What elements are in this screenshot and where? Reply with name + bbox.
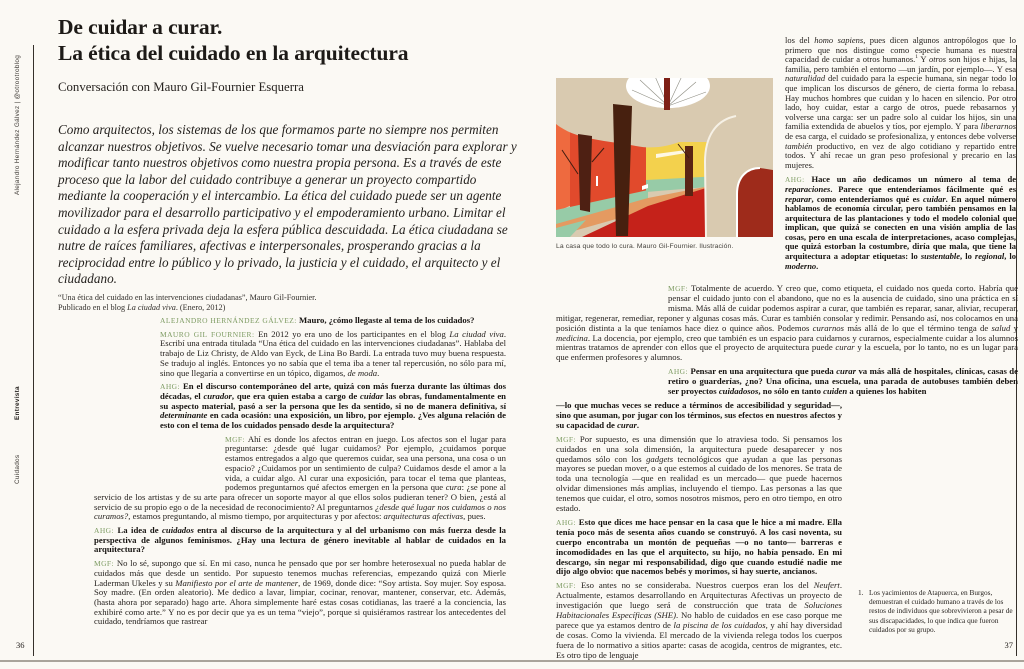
indent-spacer (556, 284, 668, 304)
answer-text: Ahí es donde los afectos entran en juego. Los afectos son el lugar para preguntarse: ¿desde qué lugar cuidamos? Por ejemplo, ¿cuidamos porque estamos entregados a algo que queremos cuidar, sea una persona, una cosa o un espacio? ¿Cuidamos por un sentimiento de culpa? Cuidamos desde el amor a la vida, a cuidar algo. Al curar una exposición, para tocar el tema que planteas, podemos preguntarnos qué afectos emergen en la persona que cura: ¿se pone al servicio de los artistas y de su arte para ofrecer un soporte mayor al que ellos solos pudieran tener? O bien, ¿está al servicio de su propio ego o de la necesidad de reconocimiento? Al preguntarnos ¿desde qué lugar nos cuidamos o nos curamos?, estamos preguntando, al mismo tiempo, por arquitecturas y por afectos: arquitecturas afectivas, pues. (94, 433, 506, 522)
speaker-label: ALEJANDRO HERNÁNDEZ GÁLVEZ: (160, 316, 297, 325)
answer-paragraph (556, 435, 842, 514)
speaker-label: AHG: (668, 367, 689, 377)
article-title (58, 14, 528, 66)
intro-paragraph: Como arquitectos, los sistemas de los que formamos parte no siempre nos permiten alcanzar nuestros objetivos. Se vuelve necesario tomar una desviación para explorar y modificar tanto nuestros objetivos como nuestra propia persona. Es a través de este proceso que la labor del cuidado contribuye a generar un proyecto compartido mediante la cooperación y el intercambio. La ética del cuidado puede ser un agente movilizador para el desarrollo participativo y el empoderamiento urbano. Limitar el cuidado a la esfera privada deja la esfera pública descuidada. La ética ciudadana se nutre de raíces familiares, afectivas e interpersonales, prosperando gracias a la reciprocidad entre lo público y lo privado, la justicia y el cuidado, el arquitecto y el ciudadano. (58, 122, 517, 287)
intro-source-note: “Una ética del cuidado en las intervenciones ciudadanas”, Mauro Gil-Fournier. Publicado en el blog La ciudad viva. (Enero, 2012) (58, 293, 317, 313)
body-text: los del homo sapiens, pues dicen algunos antropólogos que lo primero que nos distingue como especie humana es nuestra capacidad de cuidar a otros humanos.$^1$ Y otros son hijos e hijas, la familia, pero también el entorno —un jardín, por ejemplo—. Y esa naturalidad del cuidado para la especie humana, sin negar todo lo que implican los discursos de género, de cierta forma lo rebasa. Hay muchos hombres que cuidan y lo hacen en silencio. Por otro lado, hoy cuidar, estar a cargo de otros, puede rebasarnos y volverse una carga: ser un padre solo al cuidar los hijos, sin una familia extendida de abuelos y tíos, por ejemplo. Y para liberarnos de esa carga, el cuidado se profesionaliza, y entonces debe volverse también productivo, en vez de algo cotidiano y repartido entre todos. Y ahí recae un gran peso profesional y precario en las mujeres. (785, 35, 1016, 170)
speaker-label: MGF: (556, 581, 577, 591)
question-text: —lo que muchas veces se reduce a términos de accesibilidad y seguridad—, sino que asuman, por jugar con los términos, sus efectos en nuestros afectos y su capacidad de curar. (556, 399, 842, 430)
question-paragraph (160, 382, 506, 431)
topic-label: Cuidados (14, 454, 21, 484)
indent-spacer (94, 435, 225, 484)
article-subtitle: Conversación con Mauro Gil-Fournier Esquerra (58, 80, 304, 94)
illustration-la-casa (556, 78, 773, 237)
indent-spacer (556, 367, 668, 397)
speaker-label: AHG: (94, 526, 115, 536)
question-text: Mauro, ¿cómo llegaste al tema de los cuidados? (298, 315, 475, 325)
author-credit: Alejandro Hernández Gálvez | @otrootroblog (14, 54, 21, 195)
question-paragraph (556, 367, 1018, 397)
speaker-label: MGF: (94, 559, 115, 569)
footnote-text: Los yacimientos de Atapuerca, en Burgos, demuestran el cuidado humano a través de los restos de individuos que sobrevivieron a pesar de sus discapacidades, lo que indica que fueron cuidados por su grupo. (869, 588, 1013, 634)
right-text-column (785, 36, 1016, 276)
section-label: Entrevista (14, 386, 21, 420)
answer-text: No lo sé, supongo que sí. En mi caso, nunca he pensado que por ser hombre heterosexual no pueda hablar de cuidados más que desde un sentido. Por supuesto tenemos muchas referencias, empezando quizá con Mierle Laderman Ukeles y su Manifiesto por el arte de mantener, de 1969, donde dice: “Soy artista. Soy mujer. Soy esposa. Soy madre. (En orden aleatorio). Me dedico a lavar, limpiar, cocinar, renovar, mantener, conservar, etc. Además, (hasta ahora por separado) hago arte. Ahora simplemente haré estas cosas cotidianas, las traeré a la conciencia, las exhibiré como arte.” Y no es por decir que ya es un tema “viejo”, porque si quisiéramos rastrear los antecedentes del cuidado, tendríamos que rastrear (94, 558, 507, 627)
speaker-label: MAURO GIL FOURNIER: (160, 329, 255, 339)
answer-paragraph (94, 435, 506, 522)
question-text: Pensar en una arquitectura que pueda curar va más allá de hospitales, clínicas, casas de retiro o guarderías, ¿no? Una oficina, una escuela, una parada de autobuses también deben ser proyectos cuidadosos, no sólo en tanto cuiden a quienes los habiten (668, 366, 1018, 397)
question-paragraph (556, 518, 842, 577)
question-text: En el discurso contemporáneo del arte, quizá con más fuerza durante las últimas dos décadas, el curador, que era quien estaba a cargo de cuidar las obras, fundamentalmente en su aspecto material, pasó a ser la persona que les da sentido, si no de manera definitiva, sí determinante en cada ocasión: una exposición, un libro, por ejemplo. ¿Ves alguna relación de esto con el tema de los cuidados pensado desde la arquitectura? (160, 381, 507, 431)
speaker-label: AHG: (160, 382, 181, 392)
question-text: La idea de cuidados entra al discurso de la arquitectura y al del urbanismo con más fuerza desde la perspectiva de algunos feminismos. ¿Hay una lectura de género inevitable al hablar de cuidados en la arquitectura? (94, 525, 506, 555)
page-number-right: 37 (1004, 640, 1013, 650)
question-paragraph (785, 175, 1016, 271)
question-text: Esto que dices me hace pensar en la casa que le hice a mi madre. Ella tenía poco más de sesenta años cuando se construyó. A los casi noventa, su cuerpo encontraba un montón de pequeñas —o no tanto— barreras e incomodidades en las que el arquitecto, su hijo, no había pensado. En mi descargo, sin negar mi responsabilidad, digo que cuando estudié nadie me dijo algo obvio: que nacemos bebés y morimos, si hay suerte, ancianos. (556, 516, 843, 577)
answer-paragraph (556, 581, 842, 660)
answer-paragraph (556, 284, 1018, 363)
answer-text: Totalmente de acuerdo. Y creo que, como etiqueta, el cuidado nos queda corto. Habría que pensar el cuidado junto con el abandono, que no es la ausencia de cuidado, sino una práctica en sí misma. Más allá de cuidar podemos aspirar a curar, que también es reparar, sanar, aliviar, recuperar, mitigar, regenerar, remediar, reponer y algunas cosas más. Curar es también consolar y redimir. Pensando así, nos colocamos en una posición distinta a la que teníamos hace diez o quince años. Podemos curarnos más allá de lo que el término tenga de salud y medicina. La docencia, por ejemplo, creo que también es un espacio para cuidarnos y curarnos, especialmente cuidar a los alumnos mientras tratamos de aprender con ellos que el proyecto de arquitectura puede curar y la escuela, por lo tanto, no es un lugar para que enfermen profesores y alumnos. (556, 283, 1019, 363)
answer-paragraph (160, 330, 506, 379)
speaker-label: AHG: (556, 517, 577, 527)
footnote-marker: 1. (858, 588, 864, 597)
left-text-column (94, 315, 507, 631)
question-text: Hace un año dedicamos un número al tema de reparaciones. Parece que entenderíamos fácilmente qué es reparar, como entenderíamos qué es cuidar. En aquel número hablamos de economía circular, pero también pensamos en la arquitectura de las plantaciones y todo el modelo colonial que implican, que quizá se conecten en una visión amplia de las cosas, pero en una escala de interpretaciones, acaso complejas, que quizá estorban la costumbre, diría que mala, que tiene la arquitectura a adoptar etiquetas: lo sustentable, lo regional, lo moderno. (785, 174, 1016, 271)
page-number-left: 36 (16, 640, 25, 650)
speaker-label: MGF: (556, 434, 577, 444)
speaker-label: MGF: (668, 284, 689, 293)
answer-paragraph (94, 559, 506, 627)
question-paragraph (94, 526, 506, 555)
left-page-rule (33, 45, 34, 656)
illustration-caption: La casa que todo lo cura. Mauro Gil-Fournier. Ilustración. (556, 243, 734, 250)
answer-text: Eso antes no se consideraba. Nuestros cuerpos eran los del Neufert. Actualmente, estamos desarrollando en Arquitecturas Afectivas un proyecto de investigación que luego será de construcción que trata de Soluciones Habitacionales Específicas (SHE). No hablo de cuidados en ese caso porque me parece que ya estamos dentro de la piscina de los cuidados, y ahí hay diversidad de cosas. Como la vivienda. El mercado de la vivienda relega todos los cuerpos fuera de lo normativo a sitios aparte: casas de acogida, centros de migrantes, etc. Es otro tipo de lenguaje (556, 580, 843, 660)
speaker-label: MGF: (225, 434, 246, 444)
question-continuation (556, 401, 842, 431)
question-paragraph (160, 316, 506, 326)
answer-text: Por supuesto, es una dimensión que lo atraviesa todo. Si pensamos los cuidados en una sola dimensión, la arquitectura puede desaparecer y nos quedamos sólo con los gadgets tecnológicos que ayudan a que las personas mayores se puedan mover, o a que estemos al cuidado de los menores. Se trata de toda una tecnología —que en realidad es un mercado— que puede hacernos olvidar dimensiones más amplias, incluyendo el tiempo. Las personas a las que tenemos que cuidar, el otro, somos nosotros mismos, pero en otro tiempo, en otro estado. (556, 433, 842, 514)
body-paragraph (785, 36, 1016, 170)
answer-text: En 2012 yo era uno de los participantes en el blog La ciudad viva. Escribí una entrada titulada “Una ética del cuidado en las intervenciones ciudadanas”. Hablaba del trabajo de Liz Christy, de Aldo van Eyck, de Lina Bo Bardi. La entrada tuvo muy buena respuesta. Se tradujo al inglés. Entonces yo no sabía que el tema iba a tener tal repercusión, no sólo para mí, sino que llegaría a convertirse en un tópico, digamos, de moda. (160, 328, 506, 378)
speaker-label: AHG: (785, 175, 805, 185)
stepped-text-block (94, 435, 506, 627)
footnote (858, 588, 1016, 634)
title-line-2: La ética del cuidado en la arquitectura (58, 41, 409, 65)
title-line-1: De cuidar a curar. (58, 15, 223, 39)
